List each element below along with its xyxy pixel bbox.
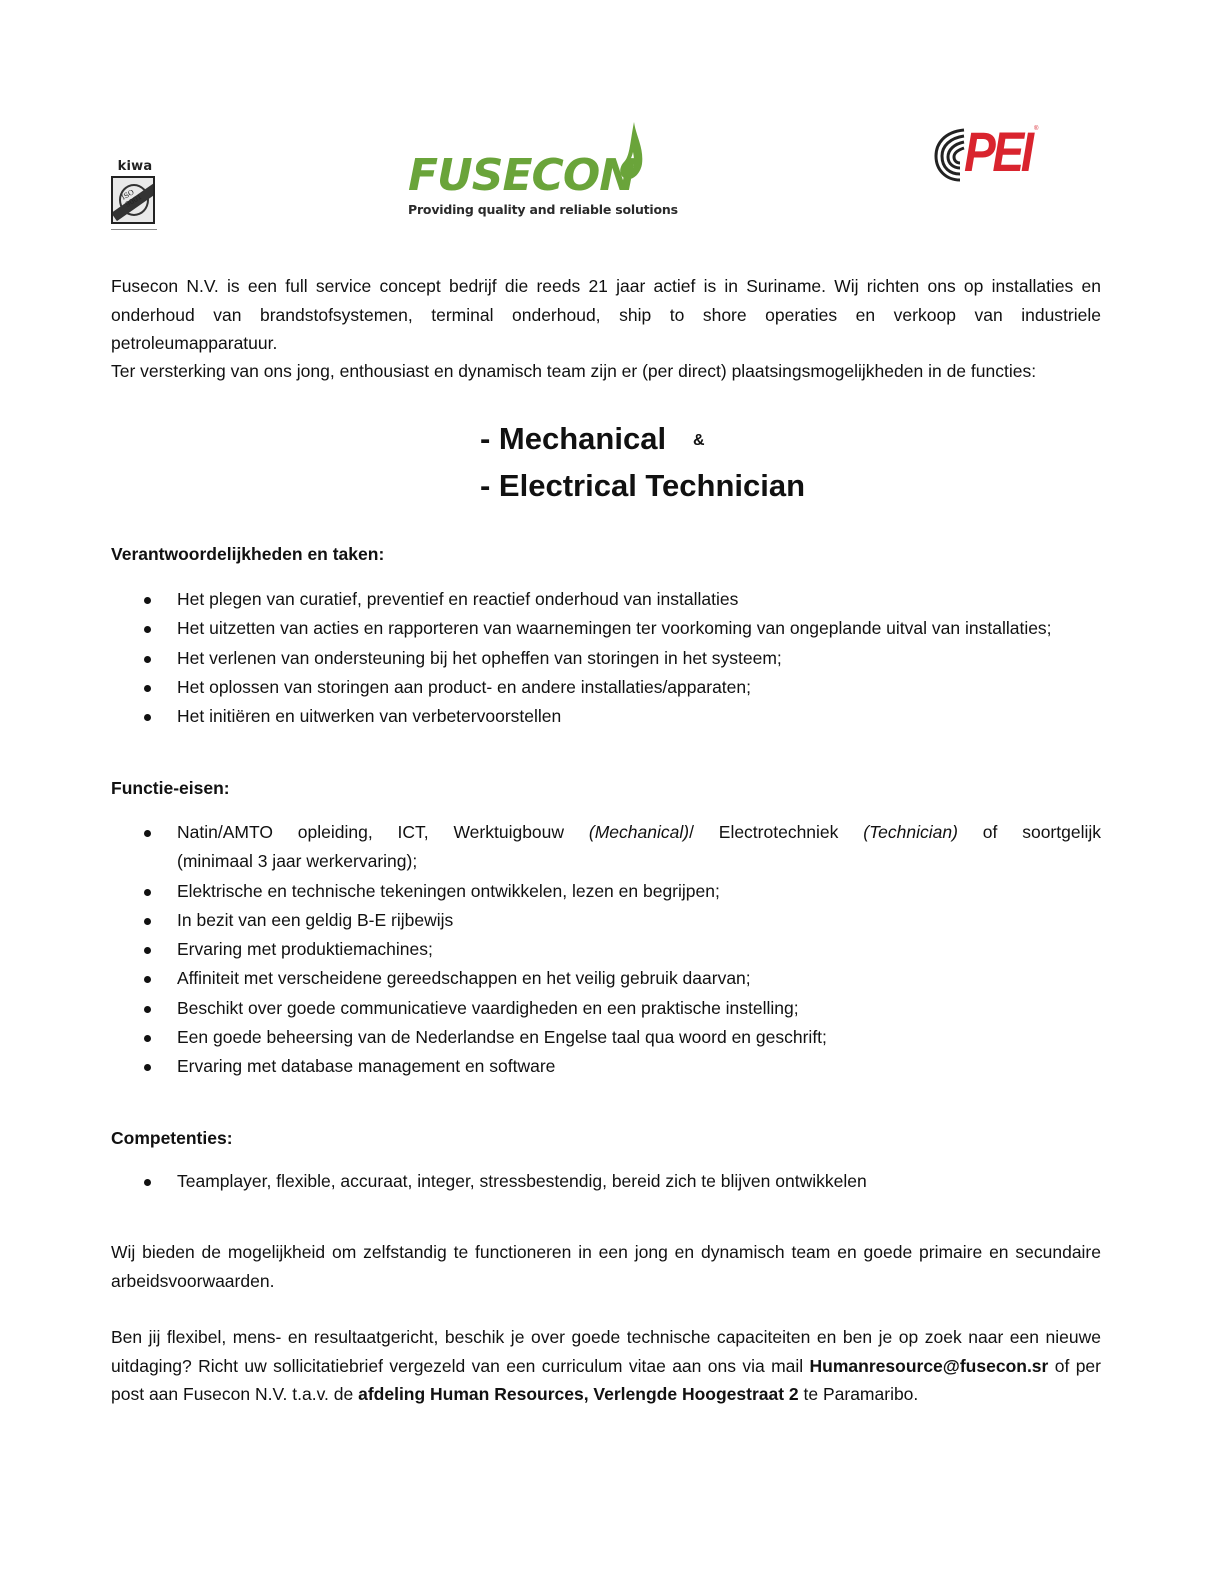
bullet-icon — [144, 714, 151, 721]
intro-paragraph: Fusecon N.V. is een full service concept bedrijf die reeds 21 jaar actief is in Suriname. Wij richten ons op installaties en onderhoud van brandstofsystemen, terminal onderhoud, ship to shore operaties en verkoop van industriele petroleumapparatuur. — [111, 276, 1101, 354]
intro-vacancy-line: Ter versterking van ons jong, enthousiast en dynamisch team zijn er (per direct) plaatsingsmogelijkheden in de functies: — [111, 361, 1037, 381]
position-electrical-technician: - Electrical Technician — [480, 468, 806, 503]
list-item: Het initiëren en uitwerken van verbetervoorstellen — [111, 702, 1101, 731]
bullet-icon — [144, 656, 151, 663]
list-item — [111, 818, 1101, 877]
list-item: Een goede beheersing van de Nederlandse en Engelse taal qua woord en geschrift; — [111, 1023, 1101, 1052]
kiwa-logo — [111, 160, 159, 230]
education-requirement-line2: (minimaal 3 jaar werkervaring); — [177, 851, 418, 872]
bullet-icon — [144, 1035, 151, 1042]
bullet-icon — [144, 626, 151, 633]
list-item: Elektrische en technische tekeningen ontwikkelen, lezen en begrijpen; — [111, 877, 1101, 906]
list-item: Het uitzetten van acties en rapporteren van waarnemingen ter voorkoming van ongeplande uitval van installaties; — [111, 614, 1101, 643]
positions-ampersand: & — [693, 432, 705, 449]
list-item: Affiniteit met verscheidene gereedschappen en het veilig gebruik daarvan; — [111, 964, 1101, 993]
list-item: Beschikt over goede communicatieve vaardigheden en een praktische instelling; — [111, 994, 1101, 1023]
bullet-icon — [144, 1006, 151, 1013]
bullet-icon — [144, 889, 151, 896]
pei-swirl-icon — [934, 126, 968, 182]
competencies-list — [111, 1167, 1101, 1196]
list-item: In bezit van een geldig B-E rijbewijs — [111, 906, 1101, 935]
bullet-icon — [144, 685, 151, 692]
list-item: Het plegen van curatief, preventief en reactief onderhoud van installaties — [111, 585, 1101, 614]
requirements-heading: Functie-eisen: — [111, 778, 230, 798]
bullet-icon — [144, 830, 151, 837]
competencies-heading: Competenties: — [111, 1128, 233, 1148]
bullet-icon — [144, 1064, 151, 1071]
application-paragraph: Ben jij flexibel, mens- en resultaatgericht, beschik je over goede technische capaciteiten en ben je op zoek naar een nieuwe uitdaging? Richt uw sollicitatiebrief vergezeld van een curriculum vitae aan ons via mail Humanresource@fusecon.sr of per post aan Fusecon N.V. t.a.v. de afdeling Human Resources, Verlengde Hoogestraat 2 te Paramaribo. — [111, 1327, 1101, 1405]
fusecon-logo — [408, 122, 678, 217]
fusecon-tagline: Providing quality and reliable solutions — [408, 202, 678, 217]
bullet-icon — [144, 597, 151, 604]
offer-paragraph: Wij bieden de mogelijkheid om zelfstandig te functioneren in een jong en dynamisch team en goede primaire en secundaire arbeidsvoorwaarden. — [111, 1242, 1101, 1291]
list-item: Het verlenen van ondersteuning bij het opheffen van storingen in het systeem; — [111, 644, 1101, 673]
list-item: Ervaring met produktiemachines; — [111, 935, 1101, 964]
list-item: Ervaring met database management en software — [111, 1052, 1101, 1081]
postal-address: afdeling Human Resources, Verlengde Hoogestraat 2 — [358, 1384, 799, 1405]
responsibilities-heading: Verantwoordelijkheden en taken: — [111, 544, 385, 564]
position-mechanical: - Mechanical — [480, 421, 667, 456]
bullet-icon — [144, 1179, 151, 1186]
list-item: Teamplayer, flexible, accuraat, integer, stressbestendig, bereid zich te blijven ontwikkelen — [111, 1167, 1101, 1196]
bullet-icon — [144, 947, 151, 954]
kiwa-iso-9001-certification-icon: ISO 9001 — [111, 176, 155, 224]
responsibilities-list — [111, 585, 1101, 731]
application-email-link[interactable]: Humanresource@fusecon.sr — [809, 1355, 1049, 1376]
pei-trademark: ® — [1034, 126, 1039, 132]
fusecon-wordmark: FUSECON — [408, 150, 636, 201]
requirements-list — [111, 818, 1101, 1082]
education-requirement-line1: Natin/AMTO opleiding, ICT, Werktuigbouw (Mechanical)/ Electrotechniek (Technician) of soortgelijk — [177, 822, 1102, 842]
list-item: Het oplossen van storingen aan product- en andere installaties/apparaten; — [111, 673, 1101, 702]
pei-logo — [934, 120, 1044, 186]
bullet-icon — [144, 918, 151, 925]
kiwa-underline — [111, 229, 157, 230]
pei-wordmark: PEI — [964, 120, 1031, 183]
bullet-icon — [144, 976, 151, 983]
kiwa-wordmark: kiwa — [117, 159, 153, 174]
